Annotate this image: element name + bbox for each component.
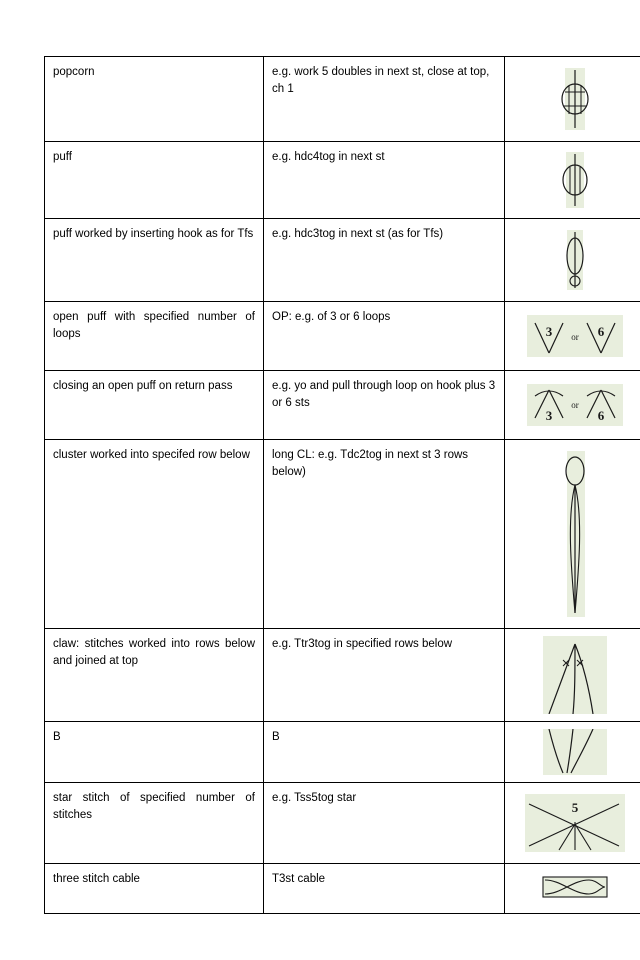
term-cell: puff <box>45 142 264 219</box>
closing-open-puff-symbol <box>505 371 640 440</box>
example-cell: e.g. hdc3tog in next st (as for Tfs) <box>264 219 505 302</box>
open-puff-label-3: 3 <box>545 324 553 339</box>
term-cell: three stitch cable <box>45 864 264 914</box>
puff-symbol <box>505 142 640 219</box>
table-row <box>45 219 640 302</box>
term-cell: claw: stitches worked into rows below and joined at top <box>45 629 264 722</box>
table-row <box>45 371 640 440</box>
term-cell: cluster worked into specifed row below <box>45 440 264 629</box>
claw-symbol <box>505 629 640 722</box>
closing-puff-label-6: 6 <box>597 408 605 423</box>
long-cluster-symbol <box>505 440 640 629</box>
puff-tfs-symbol <box>505 219 640 302</box>
term-cell: puff worked by inserting hook as for Tfs <box>45 219 264 302</box>
star-stitch-label-5: 5 <box>571 800 579 815</box>
closing-puff-label-3: 3 <box>545 408 553 423</box>
stitch-legend-table <box>44 56 640 914</box>
term-cell: star stitch of specified number of stitches <box>45 783 264 864</box>
table-row <box>45 783 640 864</box>
open-puff-label-6: 6 <box>597 324 605 339</box>
open-puff-symbol <box>505 302 640 371</box>
table-row <box>45 57 640 142</box>
example-cell: e.g. Ttr3tog in specified rows below <box>264 629 505 722</box>
table-row <box>45 864 640 914</box>
closing-puff-label-or: or <box>571 400 579 410</box>
term-cell: B <box>45 722 264 783</box>
popcorn-symbol <box>505 57 640 142</box>
table-row <box>45 629 640 722</box>
example-cell: e.g. Tss5tog star <box>264 783 505 864</box>
table-row <box>45 722 640 783</box>
claw-symbol-continued <box>505 722 640 783</box>
example-cell: long CL: e.g. Tdc2tog in next st 3 rows below) <box>264 440 505 629</box>
example-cell: OP: e.g. of 3 or 6 loops <box>264 302 505 371</box>
table-row <box>45 440 640 629</box>
three-stitch-cable-symbol <box>505 864 640 914</box>
example-cell: e.g. work 5 doubles in next st, close at top, ch 1 <box>264 57 505 142</box>
open-puff-label-or: or <box>571 332 579 342</box>
term-cell: popcorn <box>45 57 264 142</box>
example-cell: B <box>264 722 505 783</box>
table-row <box>45 302 640 371</box>
example-cell: e.g. yo and pull through loop on hook plus 3 or 6 sts <box>264 371 505 440</box>
star-stitch-symbol <box>505 783 640 864</box>
example-cell: e.g. hdc4tog in next st <box>264 142 505 219</box>
term-cell: open puff with specified number of loops <box>45 302 264 371</box>
table-row <box>45 142 640 219</box>
term-cell: closing an open puff on return pass <box>45 371 264 440</box>
example-cell: T3st cable <box>264 864 505 914</box>
